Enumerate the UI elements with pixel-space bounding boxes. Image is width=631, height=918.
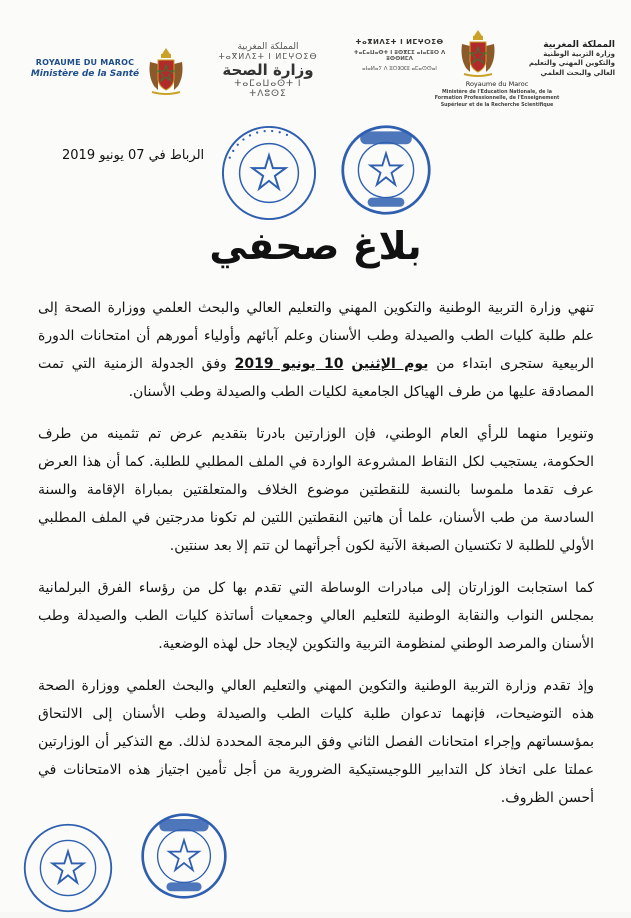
ministry-health-label-tifinagh: ⵜⴰⵎⴰⵡⴰⵙⵜ ⵏ ⵜⴷⵓⵙⵉ (234, 79, 302, 99)
header-health-arabic (218, 42, 318, 99)
paragraph-1 (38, 294, 594, 406)
coat-of-arms-icon (458, 28, 498, 78)
kingdom-label-tifinagh: ⵜⴰⴳⵍⴷⵉⵜ ⵏ ⵍⵎⵖⵔⵉⴱ (218, 52, 318, 61)
document-date: الرباط في 07 يونيو 2019 (62, 148, 205, 163)
paragraph-2: وتنويرا منهما للرأي العام الوطني، فإن الوزارتين بادرتا بتقديم عرض تم تثمينه من طرف الحكومة، يستجيب لكل النقاط المشروعة الواردة في الملف المطلبي للطلبة. كما أن هذا العرض عرف تقدما ملموسا بالنسبة للنقطتين موضوع الخلاف والمتعلقتين بمباراة الإقامة والسنة السادسة من طب الأسنان، علما أن هاتين النقطتين اللتين لم تكونا مدرجتين في الملف المطلبي الأولي للطلبة لا تكتسيان الصبغة الآنية لكون أجرأتهما لن تتم إلا بعد سنتين. (38, 426, 594, 554)
paragraph-3: كما استجابت الوزارتان إلى مبادرات الوساطة التي تقدم بها كل من رؤساء الفرق البرلمانية بمجلس النواب والنقابة الوطنية للتعليم العالي وجمعيات أساتذة كليات الطب والصيدلة وطب الأسنان والمرصد الوطني لمنظومة التربية والتكوين لإيجاد حل لهذه الوضعية. (38, 580, 594, 652)
education-ministry-stamp (220, 124, 318, 222)
press-release-body (38, 294, 594, 826)
education-ministry-stamp-bottom (22, 822, 114, 914)
coat-of-arms-icon (146, 46, 186, 96)
kingdom-label-ar: المملكة المغربية (237, 42, 299, 52)
exam-day: يوم الإثنين (351, 356, 429, 372)
paragraph-1-text-a: تنهي وزارة التربية الوطنية والتكوين المهني والتعليم العالي والبحث العلمي ووزارة الصحة إلى علم طلبة كليات الطب والصيدلة وطب الأسنان وعلم آبائهم وأولياء أمورهم أن امتحانات الدورة الربيعية ستجرى ابتداء من (38, 300, 595, 372)
header-education-french (432, 80, 562, 109)
page-title: بلاغ صحفي (209, 224, 422, 268)
ministry-health-label-fr: Ministère de la Santé (30, 69, 140, 79)
edu-kingdom-label-ar: المملكة المغربية (543, 40, 615, 50)
paragraph-1-text-b: وفق الجدولة الزمنية التي تمت المصادقة عليها من طرف الهياكل الجامعية لكليات الطب والصيدلة وطب الأسنان. (38, 356, 594, 400)
edu-kingdom-label-fr: Royaume du Maroc (465, 80, 529, 88)
health-ministry-stamp-bottom (140, 812, 228, 900)
header-education-tifinagh (342, 38, 457, 72)
kingdom-label-fr: ROYAUME DU MAROC (35, 58, 135, 67)
health-ministry-stamp (340, 124, 432, 216)
edu-tifinagh-line3: ⴰⵏⴰⵍⴰⵢ ⴷ ⵓⵔⵣⵣⵓ ⴰⵎⴰⵙⵙⴰⵏ (362, 66, 437, 72)
header-health-french (30, 58, 140, 79)
ministry-health-label-ar: وزارة الصحة (222, 61, 314, 79)
edu-ministry-label-ar: وزارة التربية الوطنية والتكوين المهني والتعليم العالي والبحث العلمي (528, 50, 615, 77)
edu-tifinagh-line1: ⵜⴰⴳⵍⴷⵉⵜ ⵏ ⵍⵎⵖⵔⵉⴱ (355, 38, 444, 46)
edu-ministry-label-fr: Ministère de l'Education Nationale, de la Formation Professionnelle, de l'Enseignement Supérieur et de la Recherche Scientifique (434, 90, 560, 108)
svg-text:• • • • • • • • • •: • • • • • • • • • • (225, 126, 291, 162)
exam-date: 10 يونيو 2019 (234, 356, 344, 372)
edu-tifinagh-line2: ⵜⴰⵎⴰⵡⴰⵙⵜ ⵏ ⵓⵙⴳⵎⵉ ⴰⵏⴰⵎⵓⵔ ⴷ ⵓⵙⵙⵍⵎⴷ (353, 50, 446, 62)
header-education-arabic (515, 40, 615, 78)
paragraph-4: وإذ تقدم وزارة التربية الوطنية والتكوين المهني والتعليم العالي والبحث العلمي ووزارة الصحة هذه التوضيحات، فإنهما تدعوان طلبة كليات الطب والصيدلة وطب الأسنان إلى الالتحاق بمؤسساتهم وإجراء امتحانات الفصل الثاني وفق البرمجة المحددة لذلك. مع التذكير أن الوزارتين عملتا على اتخاذ كل التدابير اللوجيستيكية الضرورية من أجل تأمين اجتياز هذه الامتحانات في أحسن الظروف. (38, 678, 594, 806)
